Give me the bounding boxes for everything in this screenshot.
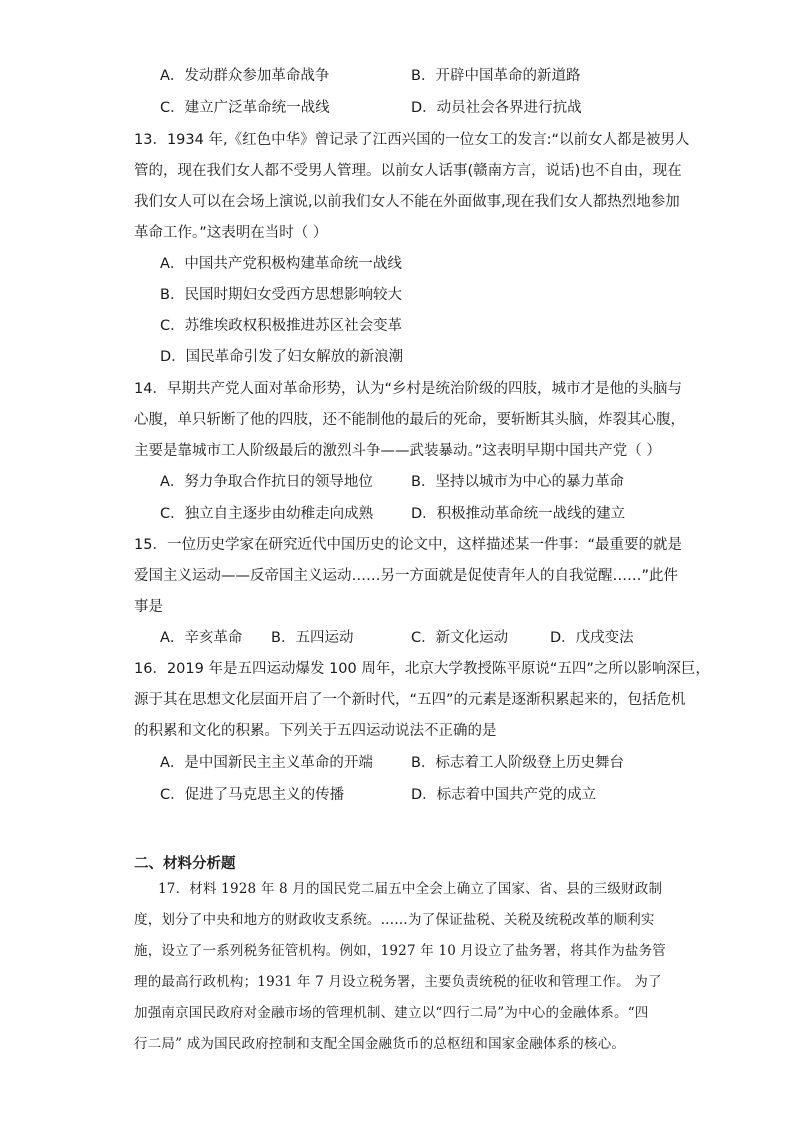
q14-stem-line: 主要是靠城市工人阶级最后的激烈斗争——武装暴动。”这表明早期中国共产党（ ） [134, 443, 661, 459]
q17-material-line: 施，设立了一系列税务征管机构。例如，1927 年 10 月设立了盐务署，将其作为盐务管 [134, 943, 667, 959]
q14-option-a: A．努力争取合作抗日的领导地位 [160, 474, 373, 490]
q14-stem-line: 14．早期共产党人面对革命形势，认为“乡村是统治阶级的四肢，城市才是他的头脑与 [134, 381, 682, 397]
q13-stem-line: 13．1934 年,《红色中华》曾记录了江西兴国的一位女工的发言:“以前女人都是被男人 [134, 132, 690, 148]
q15-option-d: D．戊戌变法 [550, 630, 634, 646]
q15-stem-line: 15．一位历史学家在研究近代中国历史的论文中，这样描述某一件事：“最重要的就是 [134, 537, 682, 553]
q13-option-a: A．中国共产党积极构建革命统一战线 [160, 256, 402, 272]
q15-option-a: A．辛亥革命 [160, 630, 243, 646]
section-title: 二、材料分析题 [134, 856, 236, 872]
q17-material-line: 度，划分了中央和地方的财政收支系统。……为了保证盐税、关税及统税改革的顺利实 [134, 912, 655, 928]
q12-option-d: D．动员社会各界进行抗战 [411, 100, 582, 116]
q16-option-d: D．标志着中国共产党的成立 [411, 787, 597, 803]
q16-option-a: A．是中国新民主主义革命的开端 [160, 755, 373, 771]
q16-stem-line: 的积累和文化的积累。下列关于五四运动说法不正确的是 [134, 723, 497, 739]
q13-stem-line: 我们女人可以在会场上演说,以前我们女人不能在外面做事,现在我们女人都热烈地参加 [134, 194, 680, 210]
q14-stem-line: 心腹，单只斩断了他的四肢，还不能制他的最后的死命，要斩断其头脑，炸裂其心腹， [134, 412, 685, 428]
q15-stem-line: 爱国主义运动——反帝国主义运动……另一方面就是促使青年人的自我觉醒……”此件 [134, 568, 679, 584]
q13-option-d: D．国民革命引发了妇女解放的新浪潮 [160, 349, 404, 365]
q17-material-line: 行二局” 成为国民政府控制和支配全国金融货币的总枢纽和国家金融体系的核心。 [134, 1036, 626, 1052]
q16-stem-line: 16．2019 年是五四运动爆发 100 周年，北京大学教授陈平原说“五四”之所以影响深巨， [134, 661, 710, 677]
q17-material-line: 17．材料 1928 年 8 月的国民党二届五中全会上确立了国家、省、县的三级财政制 [158, 881, 663, 897]
q12-option-b: B．开辟中国革命的新道路 [411, 68, 581, 84]
q14-option-d: D．积极推动革命统一战线的建立 [411, 506, 626, 522]
q14-option-b: B．坚持以城市为中心的暴力革命 [411, 474, 624, 490]
q15-stem-line: 事是 [134, 599, 163, 615]
q14-option-c: C．独立自主逐步由幼稚走向成熟 [160, 506, 374, 522]
q16-option-b: B．标志着工人阶级登上历史舞台 [411, 755, 624, 771]
q13-option-c: C．苏维埃政权积极推进苏区社会变革 [160, 318, 403, 334]
q12-option-a: A．发动群众参加革命战争 [160, 68, 330, 84]
q17-material-line: 理的最高行政机构；1931 年 7 月设立税务署，主要负责统税的征收和管理工作。 为了 [134, 974, 662, 990]
q13-stem-line: 管的，现在我们女人都不受男人管理。以前女人话事(赣南方言，说话)也不自由，现在 [134, 163, 682, 179]
q16-option-c: C．促进了马克思主义的传播 [160, 787, 345, 803]
q15-option-b: B．五四运动 [271, 630, 354, 646]
q16-stem-line: 源于其在思想文化层面开启了一个新时代，“五四”的元素是逐渐积累起来的，包括危机 [134, 692, 686, 708]
q13-stem-line: 革命工作。”这表明在当时（ ） [134, 225, 328, 241]
q13-option-b: B．民国时期妇女受西方思想影响较大 [160, 287, 402, 303]
q17-material-line: 加强南京国民政府对金融市场的管理机制、建立以“四行二局”为中心的金融体系。“四 [134, 1005, 649, 1021]
q12-option-c: C．建立广泛革命统一战线 [160, 100, 330, 116]
q15-option-c: C．新文化运动 [411, 630, 509, 646]
